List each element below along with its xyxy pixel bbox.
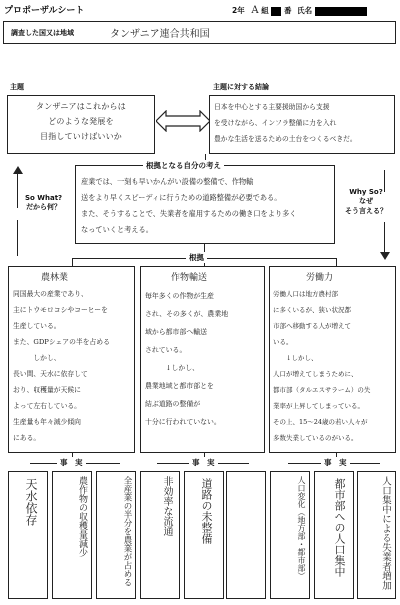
number-label: 番 [283,6,292,15]
opinion-line-1: 産業では、一刻も早いかんがい設備の整備で、作物輸 [81,177,254,186]
ground-3-line-1: 労働人口は地方農村部 [273,290,338,298]
ground-2-line-4: されている。 [145,346,187,354]
fact-3-1-text: 人口変化（地方部・都市部） [297,476,306,580]
ground-3-line-7: 都市部（タルエスサラーム）の失 [273,386,371,394]
fact-3-2-text: 都市部への人口集中 [333,478,346,577]
fact-2-2-text: 道路の未整備 [200,478,213,544]
ground-3-line-4: いる。 [273,338,293,346]
ground-2-line-3: 域から都市部へ輸送 [145,328,208,336]
opinion-line-3: また、そうすることで、失業者を雇用するための働き口をより多く [81,209,297,218]
conclusion-line-3: 豊かな生活を送るための土台をつくるべきだ。 [214,135,357,143]
fact-box-3-2 [314,471,354,599]
redacted-name [315,7,367,16]
fact-1-3-text: 全産業の半分を農業が占める [122,476,132,587]
ground-1-line-8: よって左右している。 [13,402,81,410]
theme-line-3: 目指していけばいいか [40,132,122,141]
ground-2-line-6: 農業地域と都市部とを [145,382,214,390]
ground-title-2: 作物輸送 [171,273,208,283]
fact-box-2-2 [184,471,224,599]
facts-label-2: 事 実 [189,457,218,468]
double-arrow-icon [156,110,210,132]
name-label: 氏名 [297,6,313,15]
theme-line-1: タンザニアはこれからは [36,102,126,111]
arrow-down-icon [380,252,390,260]
ground-box-3 [269,266,396,453]
ground-box-2 [140,266,265,453]
fact-2-1-text: 非効率な流通 [161,476,172,536]
ground-title-1: 農林業 [41,273,69,283]
opinion-box [75,161,335,244]
student-info [232,5,367,16]
ground-1-line-5: しかし、 [13,354,61,362]
opinion-line-4: なっていくと考える。 [81,225,153,234]
ground-3-line-2: に多くいるが、狭い状況都 [273,306,351,314]
fact-1-1-text: 天水依存 [24,478,38,526]
why-so-jp-2: そう言える？ [345,207,387,215]
ground-2-line-2: され、その多くが、農業地 [145,310,229,318]
ground-3-line-5: ↓しかし、 [273,354,318,362]
so-what-label [25,194,62,212]
ground-drop-3 [336,258,337,266]
ground-1-line-7: おり、収穫量が天候に [13,386,81,394]
so-what-arrow-down [17,220,18,256]
why-so-en: Why So? [349,188,383,196]
fact-3-3-text: 人口集中による失業者増加 [380,476,391,590]
country-box [3,21,396,44]
ground-3-line-8: 業率が上昇してしまっている。 [273,402,364,410]
sheet-title: プロポーザルシート [4,6,85,16]
opinion-label: 根拠となる自分の考え [143,160,224,171]
ground-3-line-3: 市部へ移動する人が増えて [273,322,351,330]
why-so-jp-1: なぜ [359,197,373,205]
ground-title-3: 労働力 [306,273,334,283]
theme-label: 主題 [10,83,24,91]
class-label: 組 [261,6,269,15]
ground-1-line-2: 主にトウモロコシやコーヒーを [13,306,108,314]
so-what-arrow-up [17,170,18,208]
conclusion-label: 主題に対する結論 [213,83,269,91]
konkyo-label: 根拠 [186,252,207,263]
conclusion-box [209,95,395,154]
ground-2-line-1: 毎年多くの作物が生産 [145,292,214,300]
ground-1-line-9: 生産量も年々減少傾向 [13,418,81,426]
ground-2-line-8: 十分に行われていない。 [145,418,221,426]
opinion-line-2: 送をより早くスピーディに行うための道路整備が必要である。 [81,193,282,202]
ground-1-line-3: 生産している。 [13,322,61,330]
facts-label-1: 事 実 [57,457,86,468]
ground-1-line-6: 長い間、天水に依存して [13,370,88,378]
theme-line-2: どのような発展を [48,117,114,126]
ground-3-line-10: 多数失業しているのがいる。 [273,434,358,442]
ground-1-line-4: また、GDPシェアの半を占める [13,338,110,346]
so-what-jp: だから何？ [26,203,62,211]
fact-box-1-1 [8,471,48,599]
ground-2-line-7: 結ぶ道路の整備が [145,400,201,408]
fact-box-1-3 [96,471,136,599]
ground-1-line-10: にある。 [13,434,41,442]
ground-box-1 [8,266,135,453]
conclusion-line-2: を受けながら、インフラ整備に力を入れ [214,119,337,127]
why-so-label [338,188,394,216]
class-value: A [251,5,259,16]
fact-box-2-1 [140,471,180,599]
arrow-up-icon [13,166,23,174]
fact-box-1-2 [52,471,92,599]
ground-drop-1 [72,258,73,266]
ground-1-line-1: 同国最大の産業であり、 [13,290,88,298]
facts-label-3: 事 実 [321,457,350,468]
redacted-number [271,7,281,16]
fact-box-2-3 [226,471,266,599]
ground-3-line-9: その上、15〜24歳の若い人々が [273,418,368,426]
grade-label: 2年 [232,6,245,15]
fact-1-2-text: 農作物の収穫量減少 [77,476,87,557]
conclusion-line-1: 日本を中心とする主要援助国から支援 [214,103,330,111]
ground-3-line-6: 人口が増えてしまうために、 [273,370,358,378]
fact-box-3-3 [357,471,396,599]
so-what-en: So What? [25,194,63,202]
why-so-arrow-bottom [384,222,385,256]
fact-box-3-1 [270,471,310,599]
ground-2-line-5: ↓しかし、 [145,364,200,372]
theme-box [7,95,155,154]
country-value: タンザニア連合共和国 [110,29,210,40]
country-label: 調査した国又は地域 [11,29,74,37]
